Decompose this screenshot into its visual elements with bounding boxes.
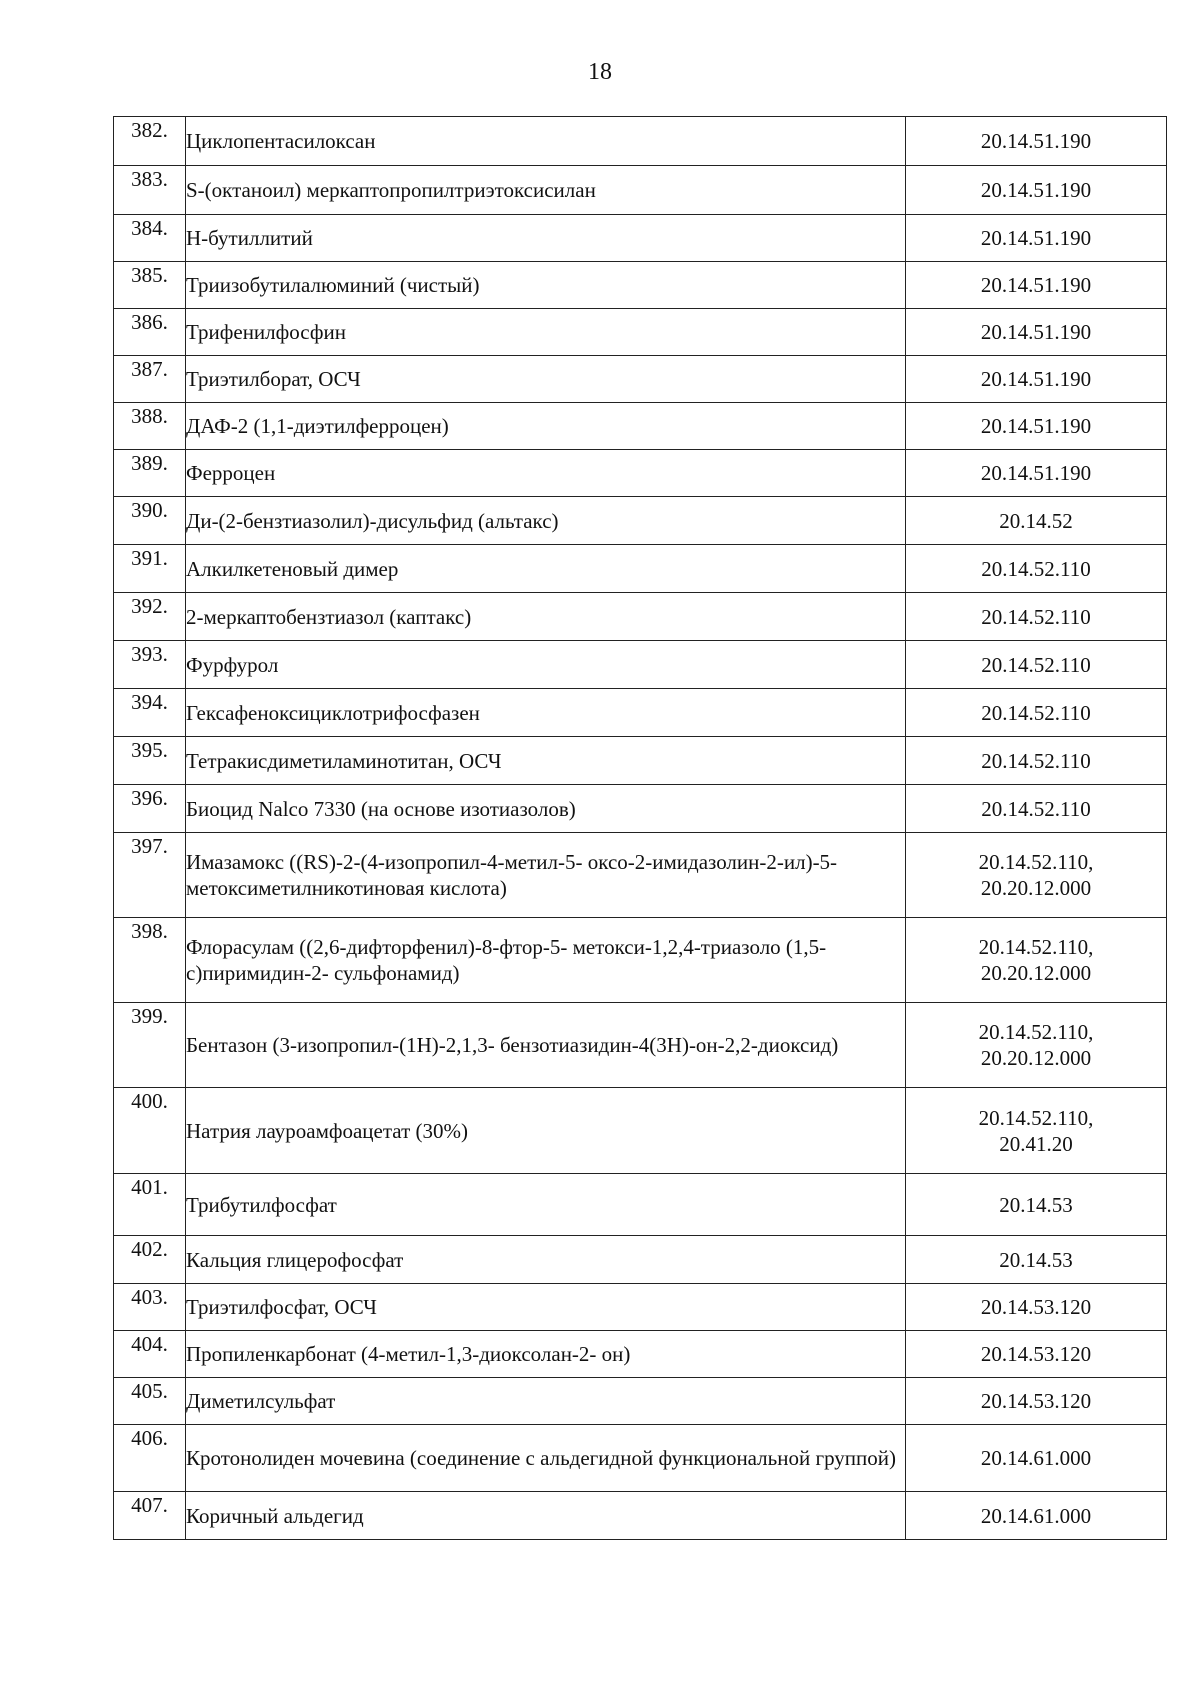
okpd-code: 20.14.52.110, [978, 1105, 1094, 1130]
okpd-code: 20.14.51.190 [980, 320, 1092, 344]
okpd-code: 20.14.52.110 [981, 748, 1091, 773]
okpd-code-cell [906, 1425, 1167, 1492]
okpd-code: 20.20.12.000 [980, 1046, 1092, 1070]
table-row [114, 117, 1167, 166]
okpd-code-cell [906, 785, 1167, 833]
substance-name: Биоцид Nalco 7330 (на основе изотиазолов) [186, 785, 906, 833]
okpd-code-cell [906, 403, 1167, 450]
substance-name: S-(октаноил) меркаптопропилтриэтоксисилан [186, 166, 906, 215]
table-row [114, 403, 1167, 450]
table-row [114, 1003, 1167, 1088]
okpd-code: 20.14.53.120 [980, 1342, 1092, 1366]
okpd-code-cell [906, 1236, 1167, 1284]
substance-name: Кротонолиден мочевина (соединение с альдегидной функциональной группой) [186, 1425, 906, 1492]
table-row [114, 166, 1167, 215]
row-number: 393. [114, 641, 186, 689]
substance-name: ДАФ-2 (1,1-диэтилферроцен) [186, 403, 906, 450]
substance-name: Трибутилфосфат [186, 1174, 906, 1236]
okpd-code: 20.14.51.190 [980, 226, 1092, 250]
row-number: 388. [114, 403, 186, 450]
okpd-code: 20.14.53 [999, 1247, 1073, 1272]
table-row [114, 833, 1167, 918]
substance-name: Бентазон (3-изопропил-(1Н)-2,1,3- бензотиазидин-4(3Н)-он-2,2-диоксид) [186, 1003, 906, 1088]
table-row [114, 1331, 1167, 1378]
table-row [114, 1425, 1167, 1492]
okpd-code-cell [906, 593, 1167, 641]
row-number: 395. [114, 737, 186, 785]
row-number: 400. [114, 1088, 186, 1174]
table-row [114, 262, 1167, 309]
okpd-code: 20.14.61.000 [980, 1446, 1092, 1470]
okpd-code-cell [906, 309, 1167, 356]
substances-table [113, 116, 1167, 1540]
okpd-code-cell [906, 497, 1167, 545]
row-number: 397. [114, 833, 186, 918]
table-row [114, 497, 1167, 545]
substance-name: Гексафеноксициклотрифосфазен [186, 689, 906, 737]
okpd-code: 20.14.52.110, [978, 1020, 1094, 1044]
row-number: 392. [114, 593, 186, 641]
okpd-code: 20.14.52.110 [981, 556, 1091, 581]
row-number: 403. [114, 1284, 186, 1331]
substance-name: Ферроцен [186, 450, 906, 497]
okpd-code-cell [906, 689, 1167, 737]
row-number: 386. [114, 309, 186, 356]
row-number: 398. [114, 918, 186, 1003]
okpd-code-cell [906, 262, 1167, 309]
table-row [114, 785, 1167, 833]
okpd-code-cell [906, 1331, 1167, 1378]
substance-name: Флорасулам ((2,6-дифторфенил)-8-фтор-5- метокси-1,2,4-триазоло (1,5-с)пиримидин-2- сульфонамид) [186, 918, 906, 1003]
table-row [114, 737, 1167, 785]
okpd-code: 20.14.51.190 [980, 367, 1092, 391]
table-row [114, 593, 1167, 641]
okpd-code-cell [906, 1174, 1167, 1236]
okpd-code-cell [906, 833, 1167, 918]
row-number: 391. [114, 545, 186, 593]
okpd-code: 20.14.51.190 [980, 273, 1092, 297]
table-row [114, 356, 1167, 403]
okpd-code: 20.14.53.120 [980, 1295, 1092, 1319]
okpd-code: 20.14.51.190 [980, 414, 1092, 438]
okpd-code-cell [906, 737, 1167, 785]
substance-name: Н-бутиллитий [186, 215, 906, 262]
row-number: 401. [114, 1174, 186, 1236]
substance-name: Диметилсульфат [186, 1378, 906, 1425]
substance-name: 2-меркаптобензтиазол (каптакс) [186, 593, 906, 641]
row-number: 385. [114, 262, 186, 309]
table-body [114, 117, 1167, 1540]
substance-name: Имазамокс ((RS)-2-(4-изопропил-4-метил-5- оксо-2-имидазолин-2-ил)-5-метоксиметилникотиновая кислота) [186, 833, 906, 918]
substance-name: Тетракисдиметиламинотитан, ОСЧ [186, 737, 906, 785]
okpd-code-cell [906, 356, 1167, 403]
substance-name: Триэтилфосфат, ОСЧ [186, 1284, 906, 1331]
row-number: 390. [114, 497, 186, 545]
table-row [114, 215, 1167, 262]
okpd-code: 20.14.52.110 [981, 700, 1091, 725]
okpd-code-cell [906, 918, 1167, 1003]
table-row [114, 641, 1167, 689]
table-row [114, 1492, 1167, 1540]
row-number: 382. [114, 117, 186, 166]
row-number: 389. [114, 450, 186, 497]
okpd-code: 20.14.53.120 [980, 1389, 1092, 1413]
okpd-code-cell [906, 215, 1167, 262]
okpd-code: 20.14.51.190 [980, 129, 1092, 153]
table-row [114, 1088, 1167, 1174]
table-row [114, 1378, 1167, 1425]
row-number: 384. [114, 215, 186, 262]
okpd-code: 20.14.52 [999, 508, 1073, 533]
table-row [114, 1236, 1167, 1284]
page-number: 18 [588, 59, 612, 85]
table-row [114, 1284, 1167, 1331]
row-number: 406. [114, 1425, 186, 1492]
okpd-code-cell [906, 1003, 1167, 1088]
row-number: 396. [114, 785, 186, 833]
table-row [114, 450, 1167, 497]
okpd-code: 20.14.52.110, [978, 935, 1094, 959]
okpd-code: 20.20.12.000 [980, 876, 1092, 900]
okpd-code: 20.14.61.000 [980, 1503, 1092, 1528]
substance-name: Циклопентасилоксан [186, 117, 906, 166]
row-number: 399. [114, 1003, 186, 1088]
substance-name: Ди-(2-бензтиазолил)-дисульфид (альтакс) [186, 497, 906, 545]
row-number: 402. [114, 1236, 186, 1284]
okpd-code-cell [906, 1378, 1167, 1425]
okpd-code: 20.14.52.110, [978, 850, 1094, 874]
row-number: 407. [114, 1492, 186, 1540]
okpd-code-cell [906, 1088, 1167, 1174]
substance-name: Пропиленкарбонат (4-метил-1,3-диоксолан-2- он) [186, 1331, 906, 1378]
row-number: 383. [114, 166, 186, 215]
okpd-code-cell [906, 545, 1167, 593]
substance-name: Трифенилфосфин [186, 309, 906, 356]
substance-name: Коричный альдегид [186, 1492, 906, 1540]
table-row [114, 1174, 1167, 1236]
table-row [114, 918, 1167, 1003]
table-row [114, 689, 1167, 737]
okpd-code: 20.14.51.190 [980, 461, 1092, 485]
substance-name: Натрия лауроамфоацетат (30%) [186, 1088, 906, 1174]
okpd-code: 20.14.52.110 [981, 796, 1091, 821]
okpd-code: 20.14.53 [999, 1192, 1073, 1217]
okpd-code-cell [906, 450, 1167, 497]
okpd-code: 20.20.12.000 [980, 961, 1092, 985]
okpd-code: 20.41.20 [999, 1131, 1073, 1156]
substance-name: Триизобутилалюминий (чистый) [186, 262, 906, 309]
row-number: 394. [114, 689, 186, 737]
substance-name: Алкилкетеновый димер [186, 545, 906, 593]
okpd-code-cell [906, 117, 1167, 166]
row-number: 404. [114, 1331, 186, 1378]
row-number: 387. [114, 356, 186, 403]
okpd-code: 20.14.52.110 [981, 604, 1091, 629]
okpd-code: 20.14.52.110 [981, 652, 1091, 677]
row-number: 405. [114, 1378, 186, 1425]
okpd-code: 20.14.51.190 [980, 178, 1092, 202]
okpd-code-cell [906, 166, 1167, 215]
substance-name: Кальция глицерофосфат [186, 1236, 906, 1284]
okpd-code-cell [906, 1492, 1167, 1540]
okpd-code-cell [906, 1284, 1167, 1331]
substance-name: Фурфурол [186, 641, 906, 689]
okpd-code-cell [906, 641, 1167, 689]
table-row [114, 545, 1167, 593]
substance-name: Триэтилборат, ОСЧ [186, 356, 906, 403]
table-row [114, 309, 1167, 356]
